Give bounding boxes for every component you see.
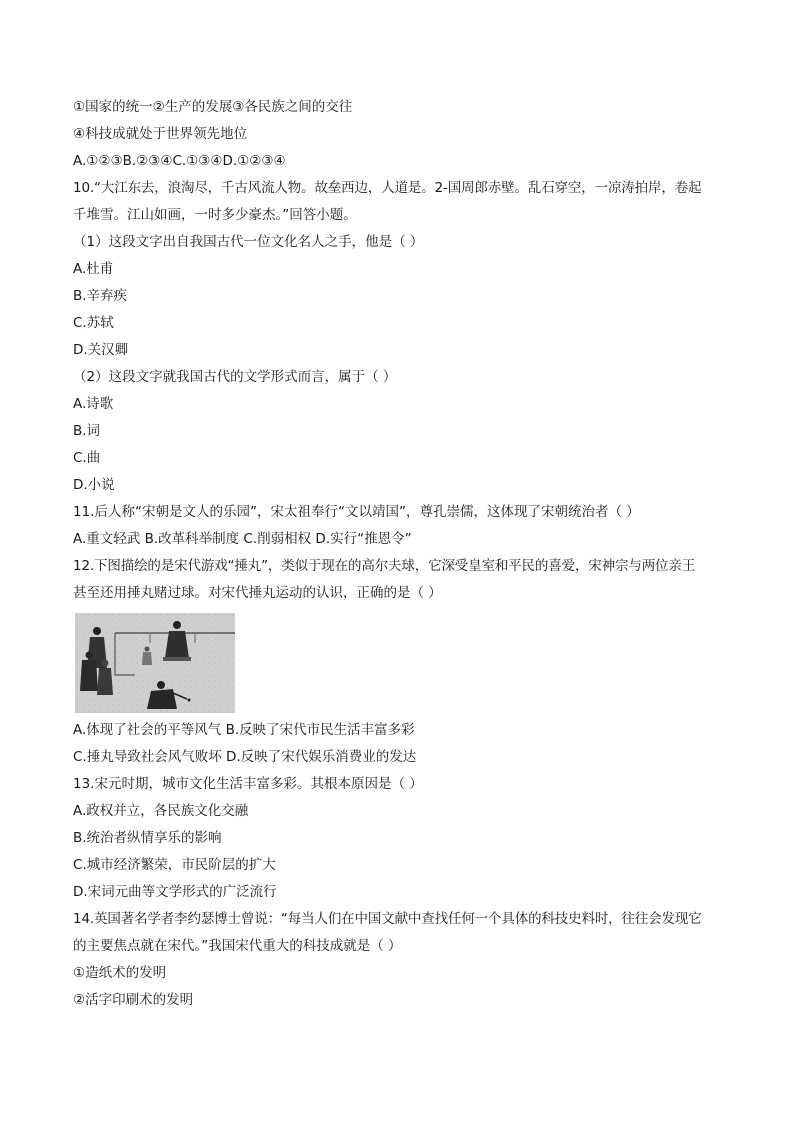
q10-stem-line2: 千堆雪。江山如画，一时多少豪杰。”回答小题。	[73, 207, 357, 223]
q12-options-line2: C.捶丸导致社会风气败坏 D.反映了宋代娱乐消费业的发达	[73, 749, 417, 765]
q12-stem-line1: 12.下图描绘的是宋代游戏“捶丸”，类似于现在的高尔夫球，它深受皇室和平民的喜爱，宋神宗与两位亲王	[73, 558, 696, 574]
q14-stem-line1: 14.英国著名学者李约瑟博士曾说：“每当人们在中国文献中查找任何一个具体的科技史料时，往往会发现它	[73, 911, 702, 927]
q12-options-line1: A.体现了社会的平等风气 B.反映了宋代市民生活丰富多彩	[73, 722, 415, 738]
q13-stem: 13.宋元时期，城市文化生活丰富多彩。其根本原因是（ ）	[73, 776, 423, 792]
q13-option-d: D.宋词元曲等文学形式的广泛流行	[73, 884, 277, 900]
q14-stem-line2: 的主要焦点就在宋代。”我国宋代重大的科技成就是（ ）	[73, 938, 402, 954]
q14-item-1: ①造纸术的发明	[73, 965, 167, 981]
q9-items-line2: ④科技成就处于世界领先地位	[73, 126, 248, 142]
q12-stem-line2: 甚至还用捶丸赌过球。对宋代捶丸运动的认识，正确的是（ ）	[73, 585, 442, 601]
document-page	[73, 94, 725, 1014]
q13-option-a: A.政权并立，各民族文化交融	[73, 803, 249, 819]
q10-stem-line1: 10.“大江东去，浪淘尽，千古风流人物。故垒西边，人道是。2-国周郎赤壁。乱石穿空，一凉涛拍岸，卷起	[73, 180, 702, 196]
q10-sub1-option-c: C.苏轼	[73, 315, 114, 331]
q13-option-c: C.城市经济繁荣，市民阶层的扩大	[73, 857, 276, 873]
q11-options: A.重文轻武 B.改革科举制度 C.削弱相权 D.实行“推恩令”	[73, 531, 412, 547]
chuiwan-painting-image	[75, 613, 235, 713]
q10-sub1-option-a: A.杜甫	[73, 261, 114, 277]
q10-sub2-option-a: A.诗歌	[73, 396, 114, 412]
q14-item-2: ②活字印刷术的发明	[73, 992, 194, 1008]
q10-sub1-option-d: D.关汉卿	[73, 342, 129, 358]
q11-stem: 11.后人称“宋朝是文人的乐园”，宋太祖奉行“文以靖国”，尊孔崇儒，这体现了宋朝统治者（ ）	[73, 504, 640, 520]
q13-option-b: B.统治者纵情享乐的影响	[73, 830, 222, 846]
q10-sub1-stem: （1）这段文字出自我国古代一位文化名人之手，他是（ ）	[73, 234, 424, 250]
q9-items-line1: ①国家的统一②生产的发展③各民族之间的交往	[73, 99, 353, 115]
q10-sub2-option-c: C.曲	[73, 450, 101, 466]
q10-sub2-stem: （2）这段文字就我国古代的文学形式而言，属于（ ）	[73, 369, 397, 385]
q9-options: A.①②③B.②③④C.①③④D.①②③④	[73, 153, 286, 169]
q10-sub1-option-b: B.辛弃疾	[73, 288, 128, 304]
q10-sub2-option-b: B.词	[73, 423, 101, 439]
q10-sub2-option-d: D.小说	[73, 477, 115, 493]
